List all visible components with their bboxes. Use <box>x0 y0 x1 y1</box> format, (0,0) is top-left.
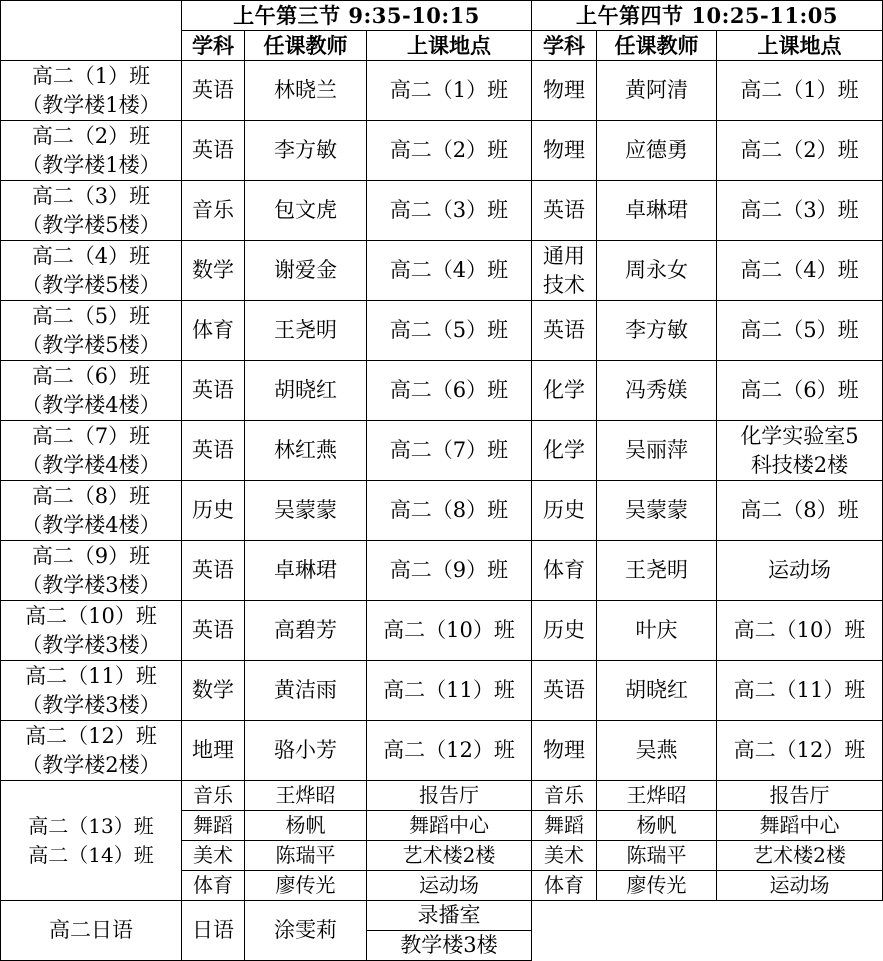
p4-teacher-header: 任课教师 <box>597 31 717 61</box>
table-row <box>1 121 883 181</box>
p3-teacher: 林红燕 <box>245 421 367 481</box>
p4-location: 高二（12）班 <box>717 721 883 781</box>
class-name: 高二（14）班 <box>28 842 154 867</box>
table-row <box>1 361 883 421</box>
japanese-subject: 日语 <box>182 901 245 961</box>
class-building: （教学楼3楼） <box>21 632 161 657</box>
p4-subject: 舞蹈 <box>532 811 597 841</box>
p4-subject: 化学 <box>532 361 597 421</box>
japanese-location-building: 教学楼3楼 <box>367 931 532 961</box>
table-row <box>1 481 883 541</box>
p4-location: 高二（8）班 <box>717 481 883 541</box>
class-building: （教学楼1楼） <box>21 92 161 117</box>
location-line: 科技楼2楼 <box>750 452 849 477</box>
p3-location: 高二（9）班 <box>367 541 532 601</box>
p4-teacher: 叶庆 <box>597 601 717 661</box>
p4-teacher: 杨帆 <box>597 811 717 841</box>
p4-subject: 英语 <box>532 181 597 241</box>
p4-location <box>717 421 883 481</box>
p4-location: 高二（1）班 <box>717 61 883 121</box>
class-name-cell <box>1 481 182 541</box>
p3-teacher: 骆小芳 <box>245 721 367 781</box>
p4-location: 舞蹈中心 <box>717 811 883 841</box>
p3-subject: 英语 <box>182 61 245 121</box>
p3-location: 运动场 <box>367 871 532 901</box>
p3-teacher: 杨帆 <box>245 811 367 841</box>
p3-location: 高二（8）班 <box>367 481 532 541</box>
p4-subject: 历史 <box>532 481 597 541</box>
p4-subject-header: 学科 <box>532 31 597 61</box>
class-building: （教学楼5楼） <box>21 212 161 237</box>
p3-teacher: 包文虎 <box>245 181 367 241</box>
japanese-rows <box>1 901 883 961</box>
p3-subject: 体育 <box>182 871 245 901</box>
class-name: 高二（7）班 <box>31 423 151 448</box>
p4-subject <box>532 241 597 301</box>
class-name-cell <box>1 661 182 721</box>
p4-teacher: 周永女 <box>597 241 717 301</box>
p3-subject: 历史 <box>182 481 245 541</box>
p3-location-header: 上课地点 <box>367 31 532 61</box>
location-line: 化学实验室5 <box>740 423 859 448</box>
combined-class-name-cell <box>1 781 182 901</box>
p4-location: 报告厅 <box>717 781 883 811</box>
p3-location: 舞蹈中心 <box>367 811 532 841</box>
p3-subject: 舞蹈 <box>182 811 245 841</box>
p3-subject: 英语 <box>182 421 245 481</box>
p4-location-header: 上课地点 <box>717 31 883 61</box>
class-name: 高二（11）班 <box>25 663 157 688</box>
class-name: 高二（3）班 <box>31 183 151 208</box>
p3-location: 高二（1）班 <box>367 61 532 121</box>
p4-location: 运动场 <box>717 871 883 901</box>
p3-location: 高二（12）班 <box>367 721 532 781</box>
p4-location: 高二（11）班 <box>717 661 883 721</box>
class-name: 高二（5）班 <box>31 303 151 328</box>
p3-subject: 数学 <box>182 241 245 301</box>
class-name-cell <box>1 421 182 481</box>
class-name: 高二（10）班 <box>25 603 157 628</box>
p3-subject: 体育 <box>182 301 245 361</box>
p4-subject: 英语 <box>532 301 597 361</box>
p3-teacher: 王尧明 <box>245 301 367 361</box>
class-building: （教学楼4楼） <box>21 512 161 537</box>
p4-teacher: 卓琳珺 <box>597 181 717 241</box>
p3-teacher: 高碧芳 <box>245 601 367 661</box>
p3-location: 高二（7）班 <box>367 421 532 481</box>
p4-subject: 物理 <box>532 121 597 181</box>
p3-teacher: 卓琳珺 <box>245 541 367 601</box>
p3-teacher: 黄洁雨 <box>245 661 367 721</box>
p3-subject: 音乐 <box>182 781 245 811</box>
p4-teacher: 王尧明 <box>597 541 717 601</box>
p4-teacher: 应德勇 <box>597 121 717 181</box>
period-4-header: 上午第四节 10:25-11:05 <box>532 1 883 31</box>
p3-location: 高二（10）班 <box>367 601 532 661</box>
p3-subject: 数学 <box>182 661 245 721</box>
class-name-cell <box>1 601 182 661</box>
class-name: 高二（4）班 <box>31 243 151 268</box>
p4-subject: 体育 <box>532 541 597 601</box>
japanese-row <box>1 901 883 931</box>
p3-teacher: 陈瑞平 <box>245 841 367 871</box>
p4-teacher: 胡晓红 <box>597 661 717 721</box>
class-name: 高二（13）班 <box>28 813 154 838</box>
p4-teacher: 陈瑞平 <box>597 841 717 871</box>
p4-teacher: 吴燕 <box>597 721 717 781</box>
p3-subject-header: 学科 <box>182 31 245 61</box>
p4-location: 运动场 <box>717 541 883 601</box>
combined-class-rows <box>1 781 883 901</box>
table-row <box>1 661 883 721</box>
p4-subject: 历史 <box>532 601 597 661</box>
p4-subject: 物理 <box>532 721 597 781</box>
class-name: 高二（8）班 <box>31 483 151 508</box>
table-row <box>1 601 883 661</box>
p3-location: 艺术楼2楼 <box>367 841 532 871</box>
p3-subject: 美术 <box>182 841 245 871</box>
corner-cell <box>1 1 182 61</box>
empty-area <box>532 901 883 961</box>
class-name-cell <box>1 181 182 241</box>
table-row <box>1 781 883 811</box>
class-name-cell <box>1 361 182 421</box>
p4-subject: 化学 <box>532 421 597 481</box>
p4-teacher: 李方敏 <box>597 301 717 361</box>
table-row <box>1 421 883 481</box>
p3-subject: 英语 <box>182 601 245 661</box>
table-row <box>1 241 883 301</box>
subject-line: 通用 <box>543 243 585 268</box>
p3-location: 高二（4）班 <box>367 241 532 301</box>
p3-teacher: 李方敏 <box>245 121 367 181</box>
subject-line: 技术 <box>543 272 585 297</box>
table-row <box>1 181 883 241</box>
p3-teacher: 谢爱金 <box>245 241 367 301</box>
p4-location: 艺术楼2楼 <box>717 841 883 871</box>
p3-subject: 英语 <box>182 361 245 421</box>
class-name-cell <box>1 61 182 121</box>
p3-subject: 英语 <box>182 121 245 181</box>
p3-teacher: 林晓兰 <box>245 61 367 121</box>
p3-teacher: 王烨昭 <box>245 781 367 811</box>
p4-location: 高二（10）班 <box>717 601 883 661</box>
japanese-location-room: 录播室 <box>367 901 532 931</box>
p4-teacher: 冯秀媄 <box>597 361 717 421</box>
table-row <box>1 721 883 781</box>
p4-location: 高二（2）班 <box>717 121 883 181</box>
class-rows <box>1 61 883 781</box>
p4-teacher: 廖传光 <box>597 871 717 901</box>
p3-teacher: 廖传光 <box>245 871 367 901</box>
japanese-class-name: 高二日语 <box>1 901 182 961</box>
p3-location: 报告厅 <box>367 781 532 811</box>
p4-location: 高二（5）班 <box>717 301 883 361</box>
class-name: 高二（2）班 <box>31 123 151 148</box>
p3-subject: 音乐 <box>182 181 245 241</box>
p4-location: 高二（4）班 <box>717 241 883 301</box>
table-row <box>1 301 883 361</box>
p3-subject: 英语 <box>182 541 245 601</box>
p4-teacher: 黄阿清 <box>597 61 717 121</box>
p4-subject: 体育 <box>532 871 597 901</box>
class-name-cell <box>1 121 182 181</box>
class-building: （教学楼4楼） <box>21 392 161 417</box>
class-building: （教学楼1楼） <box>21 152 161 177</box>
p4-teacher: 吴蒙蒙 <box>597 481 717 541</box>
p4-subject: 英语 <box>532 661 597 721</box>
p4-teacher: 吴丽萍 <box>597 421 717 481</box>
p4-location: 高二（3）班 <box>717 181 883 241</box>
class-name-cell <box>1 721 182 781</box>
japanese-teacher: 涂雯莉 <box>245 901 367 961</box>
p3-location: 高二（3）班 <box>367 181 532 241</box>
class-name-cell <box>1 241 182 301</box>
class-building: （教学楼3楼） <box>21 572 161 597</box>
p3-teacher: 吴蒙蒙 <box>245 481 367 541</box>
p4-teacher: 王烨昭 <box>597 781 717 811</box>
p3-teacher-header: 任课教师 <box>245 31 367 61</box>
class-building: （教学楼2楼） <box>21 752 161 777</box>
class-name: 高二（6）班 <box>31 363 151 388</box>
class-name-cell <box>1 301 182 361</box>
class-building: （教学楼5楼） <box>21 332 161 357</box>
p3-location: 高二（11）班 <box>367 661 532 721</box>
p4-subject: 美术 <box>532 841 597 871</box>
table-row <box>1 541 883 601</box>
p4-subject: 物理 <box>532 61 597 121</box>
p3-location: 高二（6）班 <box>367 361 532 421</box>
p3-subject: 地理 <box>182 721 245 781</box>
p3-location: 高二（5）班 <box>367 301 532 361</box>
p4-location: 高二（6）班 <box>717 361 883 421</box>
class-building: （教学楼3楼） <box>21 692 161 717</box>
period-3-header: 上午第三节 9:35-10:15 <box>182 1 532 31</box>
class-building: （教学楼5楼） <box>21 272 161 297</box>
class-name: 高二（1）班 <box>31 63 151 88</box>
p4-subject: 音乐 <box>532 781 597 811</box>
period-header-row <box>1 1 883 31</box>
table-row <box>1 61 883 121</box>
p3-location: 高二（2）班 <box>367 121 532 181</box>
class-name: 高二（12）班 <box>25 723 157 748</box>
p3-teacher: 胡晓红 <box>245 361 367 421</box>
class-name: 高二（9）班 <box>31 543 151 568</box>
class-name-cell <box>1 541 182 601</box>
class-building: （教学楼4楼） <box>21 452 161 477</box>
